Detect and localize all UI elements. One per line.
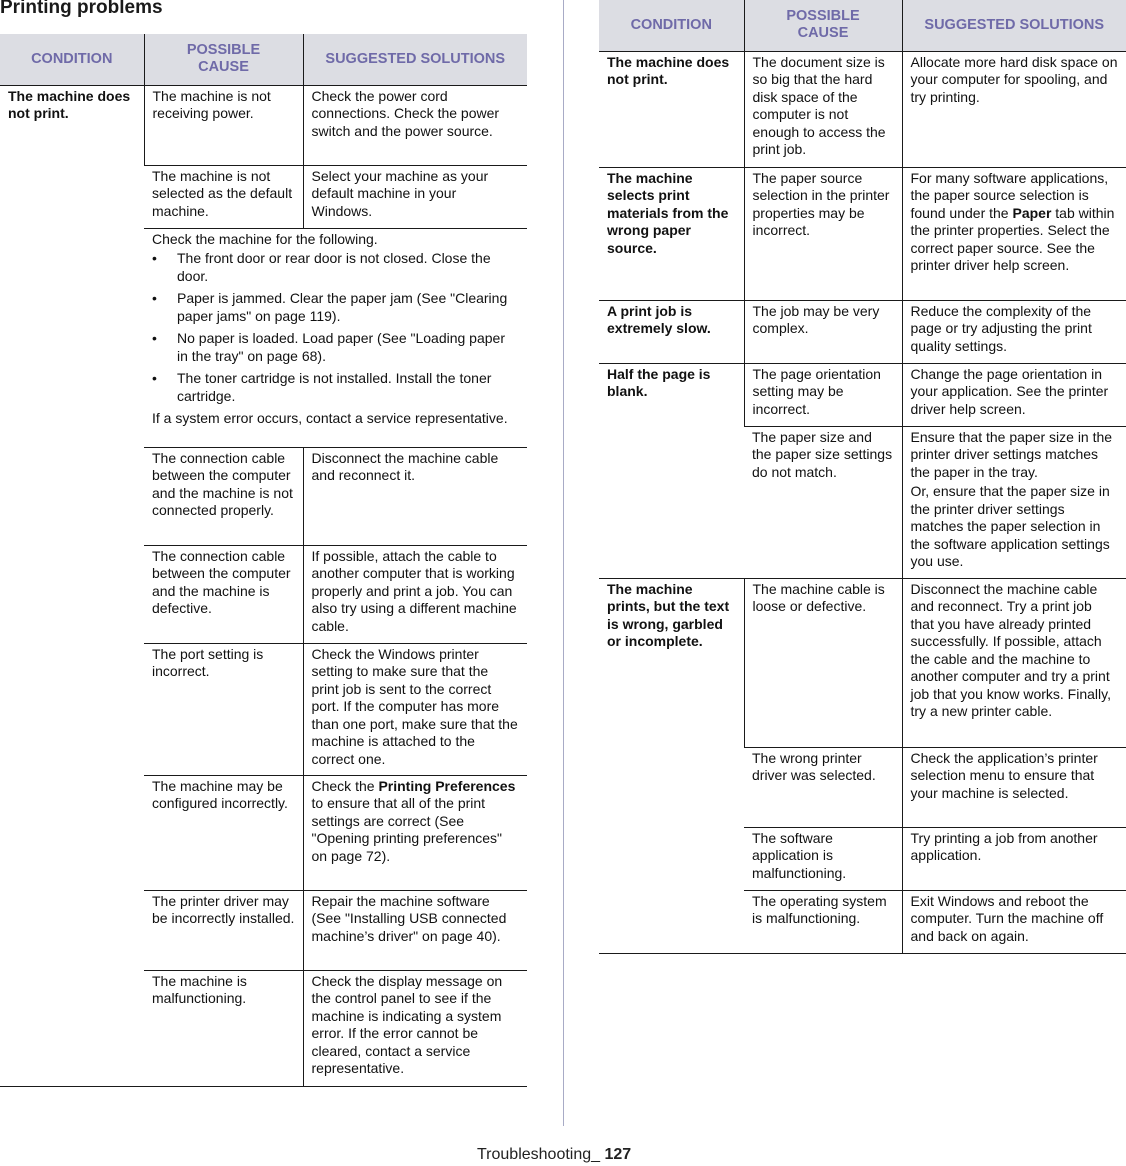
cause-cell: The page orientation setting may be incorrect. (744, 363, 902, 426)
table-row (599, 578, 1126, 747)
table-row (599, 363, 1126, 426)
cause-cell: The machine may be configured incorrectly. (144, 775, 303, 890)
solution-cell: Disconnect the machine cable and reconnect it. (303, 447, 527, 545)
cause-cell: The machine cable is loose or defective. (744, 578, 902, 747)
cause-cell: The operating system is malfunctioning. (744, 890, 902, 953)
page-footer (477, 1146, 631, 1164)
solution-cell: Try printing a job from another application. (902, 827, 1126, 890)
printing-preferences-label: Printing Preferences (378, 777, 516, 794)
condition-cell: The machine does not print. (599, 51, 744, 167)
table-row (0, 85, 527, 165)
cause-cell: The connection cable between the computer and the machine is defective. (144, 545, 303, 643)
checklist-outro: If a system error occurs, contact a service representative. (152, 410, 508, 426)
page-number: 127 (604, 1146, 632, 1163)
solution-cell: Ensure that the paper size in the printer driver settings matches the paper in the tray. Or, ensure that the paper size in the printer driver settings matches the paper selection in the software application settings you use. (902, 426, 1126, 578)
table-row (599, 167, 1126, 300)
checklist (152, 250, 519, 405)
condition-cell: Half the page is blank. (599, 363, 744, 578)
cause-cell: The document size is so big that the hard disk space of the computer is not enough to access the print job. (744, 51, 902, 167)
header-condition: CONDITION (0, 34, 144, 85)
cause-cell: The port setting is incorrect. (144, 643, 303, 775)
header-suggested-solutions: SUGGESTED SOLUTIONS (303, 34, 527, 85)
cause-cell: The machine is not selected as the default machine. (144, 165, 303, 228)
solution-cell: Check the Windows printer setting to make sure that the print job is sent to the correct port. If the computer has more than one port, make sure that the machine is attached to the correct one. (303, 643, 527, 775)
solution-cell: Change the page orientation in your application. See the printer driver help screen. (902, 363, 1126, 426)
table-header-row (0, 34, 527, 85)
printing-problems-table-right (599, 0, 1126, 954)
solution-cell: Check the application’s printer selection menu to ensure that your machine is selected. (902, 747, 1126, 827)
page-title: Printing problems (0, 0, 163, 18)
table-row (599, 300, 1126, 363)
table-row (599, 51, 1126, 167)
solution-cell: Exit Windows and reboot the computer. Turn the machine off and back on again. (902, 890, 1126, 953)
column-divider (563, 0, 564, 1126)
solution-cell: Check the display message on the control panel to see if the machine is indicating a system error. If the error cannot be cleared, contact a service representative. (303, 970, 527, 1086)
list-item: • No paper is loaded. Load paper (See "Loading paper in the tray" on page 68). (152, 330, 519, 365)
cause-cell: The software application is malfunctioning. (744, 827, 902, 890)
solution-cell: Allocate more hard disk space on your computer for spooling, and try printing. (902, 51, 1126, 167)
solution-cell: Check the Printing Preferences to ensure that all of the print settings are correct (See "Opening printing preferences" on page 72). (303, 775, 527, 890)
list-item: • Paper is jammed. Clear the paper jam (See "Clearing paper jams" on page 119). (152, 290, 519, 325)
list-item: • The toner cartridge is not installed. Install the toner cartridge. (152, 370, 519, 405)
condition-cell: The machine selects print materials from the wrong paper source. (599, 167, 744, 300)
paper-tab-label: Paper (1012, 204, 1052, 221)
solution-cell: If possible, attach the cable to another computer that is working properly and print a job. You can also try using a different machine cable. (303, 545, 527, 643)
condition-cell: The machine prints, but the text is wrong, garbled or incomplete. (599, 578, 744, 953)
cause-cell: The connection cable between the computer and the machine is not connected properly. (144, 447, 303, 545)
list-item: • The front door or rear door is not closed. Close the door. (152, 250, 519, 285)
solution-cell: Check the power cord connections. Check the power switch and the power source. (303, 85, 527, 165)
solution-cell: Reduce the complexity of the page or try adjusting the print quality settings. (902, 300, 1126, 363)
cause-cell: The wrong printer driver was selected. (744, 747, 902, 827)
header-suggested-solutions: SUGGESTED SOLUTIONS (902, 0, 1126, 51)
header-possible-cause: POSSIBLE CAUSE (744, 0, 902, 51)
solution-cell: Disconnect the machine cable and reconnect. Try a print job that you have already printed successfully. If possible, attach the cable and the machine to another computer and try a print job that you know works. Finally, try a new printer cable. (902, 578, 1126, 747)
header-possible-cause: POSSIBLE CAUSE (144, 34, 303, 85)
condition-cell: The machine does not print. (0, 85, 144, 1086)
cause-cell: The machine is not receiving power. (144, 85, 303, 165)
cause-cell: The paper source selection in the printer properties may be incorrect. (744, 167, 902, 300)
checklist-intro: Check the machine for the following. (152, 230, 378, 247)
solution-cell: For many software applications, the paper source selection is found under the Paper tab within the printer properties. Select the correct paper source. See the printer driver help screen. (902, 167, 1126, 300)
cause-cell: The printer driver may be incorrectly installed. (144, 890, 303, 970)
condition-cell: A print job is extremely slow. (599, 300, 744, 363)
solution-cell: Select your machine as your default machine in your Windows. (303, 165, 527, 228)
header-condition: CONDITION (599, 0, 744, 51)
table-header-row (599, 0, 1126, 51)
footer-section: Troubleshooting_ (477, 1146, 601, 1163)
solution-cell: Repair the machine software (See "Installing USB connected machine’s driver" on page 40). (303, 890, 527, 970)
printing-problems-table-left (0, 34, 527, 1087)
cause-cell: The job may be very complex. (744, 300, 902, 363)
cause-cell: The paper size and the paper size settings do not match. (744, 426, 902, 578)
cause-cell: The machine is malfunctioning. (144, 970, 303, 1086)
checklist-cell (144, 228, 527, 447)
